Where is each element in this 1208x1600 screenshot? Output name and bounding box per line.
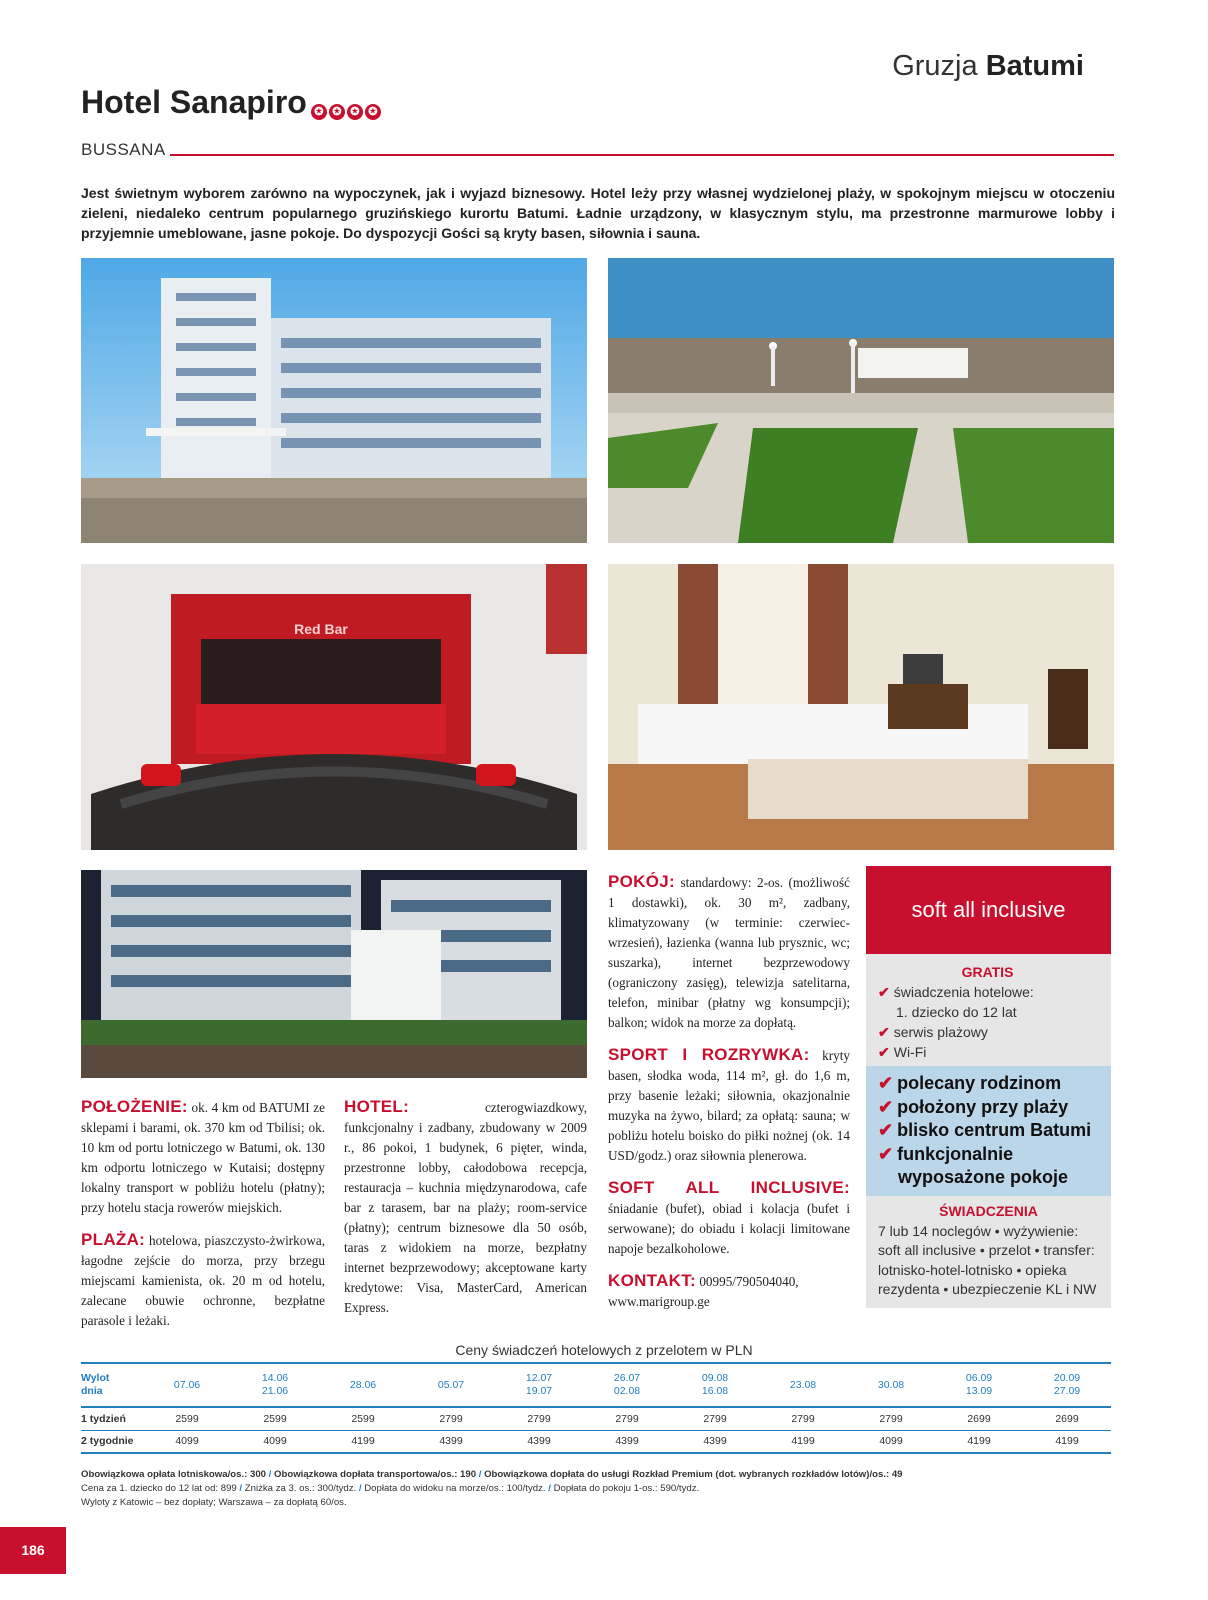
- price-cell: 2799: [791, 1412, 815, 1425]
- heading-soft: SOFT ALL INCLUSIVE:: [608, 1178, 850, 1197]
- price-cell: 2799: [703, 1412, 727, 1425]
- column-hotel: [344, 1097, 587, 1330]
- star-icon: ✪: [329, 104, 345, 120]
- check-icon: ✔: [878, 1044, 890, 1060]
- text-plaza: hotelowa, piaszczysto-żwirkowa, łagodne zejście do morza, przy brzegu miejscami kamienista, ok. 20 m od hotelu, zalecane obuwie ochronne, bezpłatne parasole i leżaki.: [81, 1233, 326, 1328]
- price-cell: 4199: [1055, 1435, 1079, 1448]
- price-cell: 4099: [175, 1435, 199, 1448]
- price-notes: [81, 1468, 1111, 1510]
- bedroom-photo: [608, 564, 1114, 850]
- departure-dates-row: [81, 1363, 1111, 1407]
- services-heading: ŚWIADCZENIA: [939, 1203, 1038, 1219]
- price-rows: [81, 1407, 1111, 1453]
- gratis-item: ✔ serwis plażowy: [878, 1024, 988, 1040]
- contact-phone: 00995/790504040,: [699, 1274, 799, 1289]
- price-cell: 2599: [175, 1412, 199, 1425]
- column-room-sport: [608, 872, 850, 1324]
- feature-item: ✔ blisko centrum Batumi: [878, 1120, 1092, 1140]
- gratis-item: ✔ Wi-Fi: [878, 1044, 927, 1060]
- section-hotel: [344, 1097, 587, 1318]
- departure-date: 20.09 27.09: [1053, 1372, 1081, 1397]
- departure-date: 05.07: [437, 1378, 465, 1391]
- heading-polozenie: POŁOŻENIE:: [81, 1097, 188, 1116]
- section-soft: [608, 1178, 850, 1259]
- text-sport: kryty basen, słodka woda, 114 m², gł. do 1,6 m, przy basenie leżaki; siłownia, okazjonalnie muzyka na żywo, bilard; za opłatą: sauna; w pobliżu hotelu boisko do piłki nożnej (ok. 14 USD/godz.) oraz siłownia plenerowa.: [608, 1048, 850, 1163]
- title-divider: [170, 154, 1114, 156]
- section-polozenie: [81, 1097, 325, 1218]
- section-sport: [608, 1045, 850, 1166]
- check-icon: ✔: [878, 1096, 894, 1117]
- star-icon: ✪: [365, 104, 381, 120]
- price-cell: 4199: [967, 1435, 991, 1448]
- departure-date: 14.06 21.06: [261, 1372, 289, 1397]
- text-soft: śniadanie (bufet), obiad i kolacja (bufet i serwowane); do obiadu i kolacji limitowane napoje bezalkoholowe.: [608, 1201, 850, 1256]
- departure-date: 07.06: [173, 1378, 201, 1391]
- text-polozenie: ok. 4 km od BATUMI ze sklepami i barami, ok. 370 km od Tbilisi; ok. 10 km od portu lotniczego w Batumi, ok. 130 km odportu lotniczego w Kutaisi; dostępny lokalny transport w pobliżu hotelu (płatny); przy hotelu stacja rowerów miejskich.: [81, 1100, 325, 1215]
- heading-hotel: HOTEL:: [344, 1097, 410, 1116]
- price-cell: 2599: [263, 1412, 287, 1425]
- services-text: 7 lub 14 noclegów • wyżywienie: soft all inclusive • przelot • transfer: lotnisko-hotel-lotnisko • opieka rezydenta • ubezpieczenie KL i NW: [878, 1222, 1097, 1297]
- price-row: [81, 1430, 1111, 1453]
- price-cell: 2799: [615, 1412, 639, 1425]
- notes-line-3: Wyloty z Katowic – bez dopłaty; Warszawa – za dopłatą 60/os.: [81, 1497, 347, 1508]
- section-pokoj: [608, 872, 850, 1033]
- price-row: [81, 1407, 1111, 1430]
- price-cell: 2799: [527, 1412, 551, 1425]
- departure-date: 26.07 02.08: [613, 1372, 641, 1397]
- check-icon: ✔: [878, 1073, 894, 1093]
- page-number: 186: [0, 1527, 66, 1574]
- location-name: BUSSANA: [81, 140, 166, 159]
- departure-date: 12.07 19.07: [525, 1372, 553, 1397]
- package-title: soft all inclusive: [866, 866, 1111, 954]
- city-name: Batumi: [985, 50, 1084, 82]
- gratis-item-detail: 1. dziecko do 12 lat: [896, 1004, 1017, 1020]
- section-kontakt: [608, 1271, 850, 1312]
- duration-label: 2 tygodnie: [81, 1435, 134, 1448]
- star-icon: ✪: [311, 104, 327, 120]
- star-icon: ✪: [347, 104, 363, 120]
- departure-label: Wylot dnia: [81, 1372, 110, 1397]
- feature-item: ✔ polecany rodzinom: [878, 1073, 1062, 1093]
- contact-website[interactable]: www.marigroup.ge: [608, 1294, 710, 1309]
- gratis-panel: [866, 954, 1111, 1066]
- hotel-name: Hotel Sanapiro: [81, 84, 307, 120]
- text-hotel: czterogwiazdkowy, funkcjonalny i zadbany, zbudowany w 2009 r., 86 pokoi, 1 budynek, 6 pięter, winda, przestronne lobby, całodobowa recepcja, restauracja – kuchnia międzynarodowa, cafe bar z tarasem, bar na plaży; room-service (płatny); centrum biznesowe dla 50 osób, taras z widokiem na morze, bezpłatny internet bezprzewodowy; akceptowane karty kredytowe: Visa, MasterCard, American Express.: [344, 1100, 587, 1315]
- heading-plaza: PLAŻA:: [81, 1230, 146, 1249]
- package-box: [866, 866, 1111, 1308]
- red-bar-sign: Red Bar: [294, 621, 348, 637]
- notes-line-2: Cena za 1. dziecko do 12 lat od: 899 / Zniżka za 3. os.: 300/tydz. / Dopłata do widoku na morze/os.: 100/tydz. / Dopłata do pokoju 1-os.: 590/tydz.: [81, 1483, 700, 1494]
- price-cell: 2799: [439, 1412, 463, 1425]
- price-cell: 4399: [527, 1435, 551, 1448]
- feature-item-continued: wyposażone pokoje: [898, 1167, 1069, 1187]
- feature-item: ✔ funkcjonalnie: [878, 1143, 1014, 1164]
- section-plaza: [81, 1230, 325, 1331]
- heading-pokoj: POKÓJ:: [608, 872, 675, 891]
- intro-paragraph: Jest świetnym wyborem zarówno na wypoczynek, jak i wyjazd biznesowy. Hotel leży przy własnej wydzielonej plaży, w spokojnym miejscu w otoczeniu zieleni, niedaleko centrum popularnego gruzińskiego kurortu Batumi. Ładnie urządzony, w klasycznym stylu, ma przestronne marmurowe lobby i przyjemnie umeblowane, jasne pokoje. Do dyspozycji Gości są kryty basen, siłownia i sauna.: [81, 185, 1115, 241]
- red-bar-photo: [81, 564, 587, 850]
- country-name: Gruzja: [892, 50, 978, 82]
- departure-date: 09.08 16.08: [701, 1372, 729, 1397]
- departure-date: 06.09 13.09: [965, 1372, 993, 1397]
- price-cell: 4199: [791, 1435, 815, 1448]
- gratis-item: ✔ świadczenia hotelowe:: [878, 984, 1034, 1000]
- price-cell: 4099: [263, 1435, 287, 1448]
- price-table-title: Ceny świadczeń hotelowych z przelotem w PLN: [455, 1342, 753, 1358]
- destination-label: [892, 50, 1084, 83]
- price-cell: 2699: [967, 1412, 991, 1425]
- column-location-beach: [81, 1097, 325, 1343]
- heading-kontakt: KONTAKT:: [608, 1271, 697, 1290]
- star-rating: [311, 86, 383, 123]
- price-table: [81, 1362, 1111, 1454]
- price-cell: 4399: [615, 1435, 639, 1448]
- text-pokoj: standardowy: 2-os. (możliwość 1 dostawki), ok. 30 m², zadbany, klimatyzowany (w terminie: czerwiec-wrzesień), łazienka (wanna lub prysznic, wc; suszarka), internet bezprzewodowy (ograniczony zasięg), telewizja satelitarna, telefon, minibar (płatny wg konsumpcji); balkon; widok na morze za dopłatą.: [608, 875, 851, 1030]
- check-icon: ✔: [878, 1143, 894, 1164]
- beach-promenade-photo: [608, 258, 1114, 543]
- price-cell: 2799: [879, 1412, 903, 1425]
- hotel-exterior-photo: [81, 258, 587, 543]
- departure-date: 30.08: [877, 1378, 905, 1391]
- price-cell: 4399: [703, 1435, 727, 1448]
- check-icon: ✔: [878, 1024, 890, 1040]
- price-cell: 2699: [1055, 1412, 1079, 1425]
- departure-date: 28.06: [349, 1378, 377, 1391]
- gratis-heading: GRATIS: [961, 964, 1014, 980]
- check-icon: ✔: [878, 984, 890, 1000]
- night-view-photo: [81, 870, 587, 1078]
- price-cell: 4099: [879, 1435, 903, 1448]
- hotel-title: [81, 84, 383, 123]
- price-cell: 4399: [439, 1435, 463, 1448]
- duration-label: 1 tydzień: [81, 1412, 126, 1425]
- services-panel: [866, 1196, 1111, 1308]
- notes-line-1: Obowiązkowa opłata lotniskowa/os.: 300 / Obowiązkowa dopłata transportowa/os.: 190 / Obowiązkowa dopłata do usługi Rozkład Premium (dot. wybranych rozkładów lotów)/os.: 49: [81, 1469, 903, 1480]
- departure-date: 23.08: [789, 1378, 817, 1391]
- check-icon: ✔: [878, 1120, 894, 1140]
- heading-sport: SPORT I ROZRYWKA:: [608, 1045, 810, 1064]
- feature-item: ✔ położony przy plaży: [878, 1096, 1069, 1117]
- features-panel: [866, 1066, 1111, 1196]
- price-cell: 2599: [351, 1412, 375, 1425]
- price-cell: 4199: [351, 1435, 375, 1448]
